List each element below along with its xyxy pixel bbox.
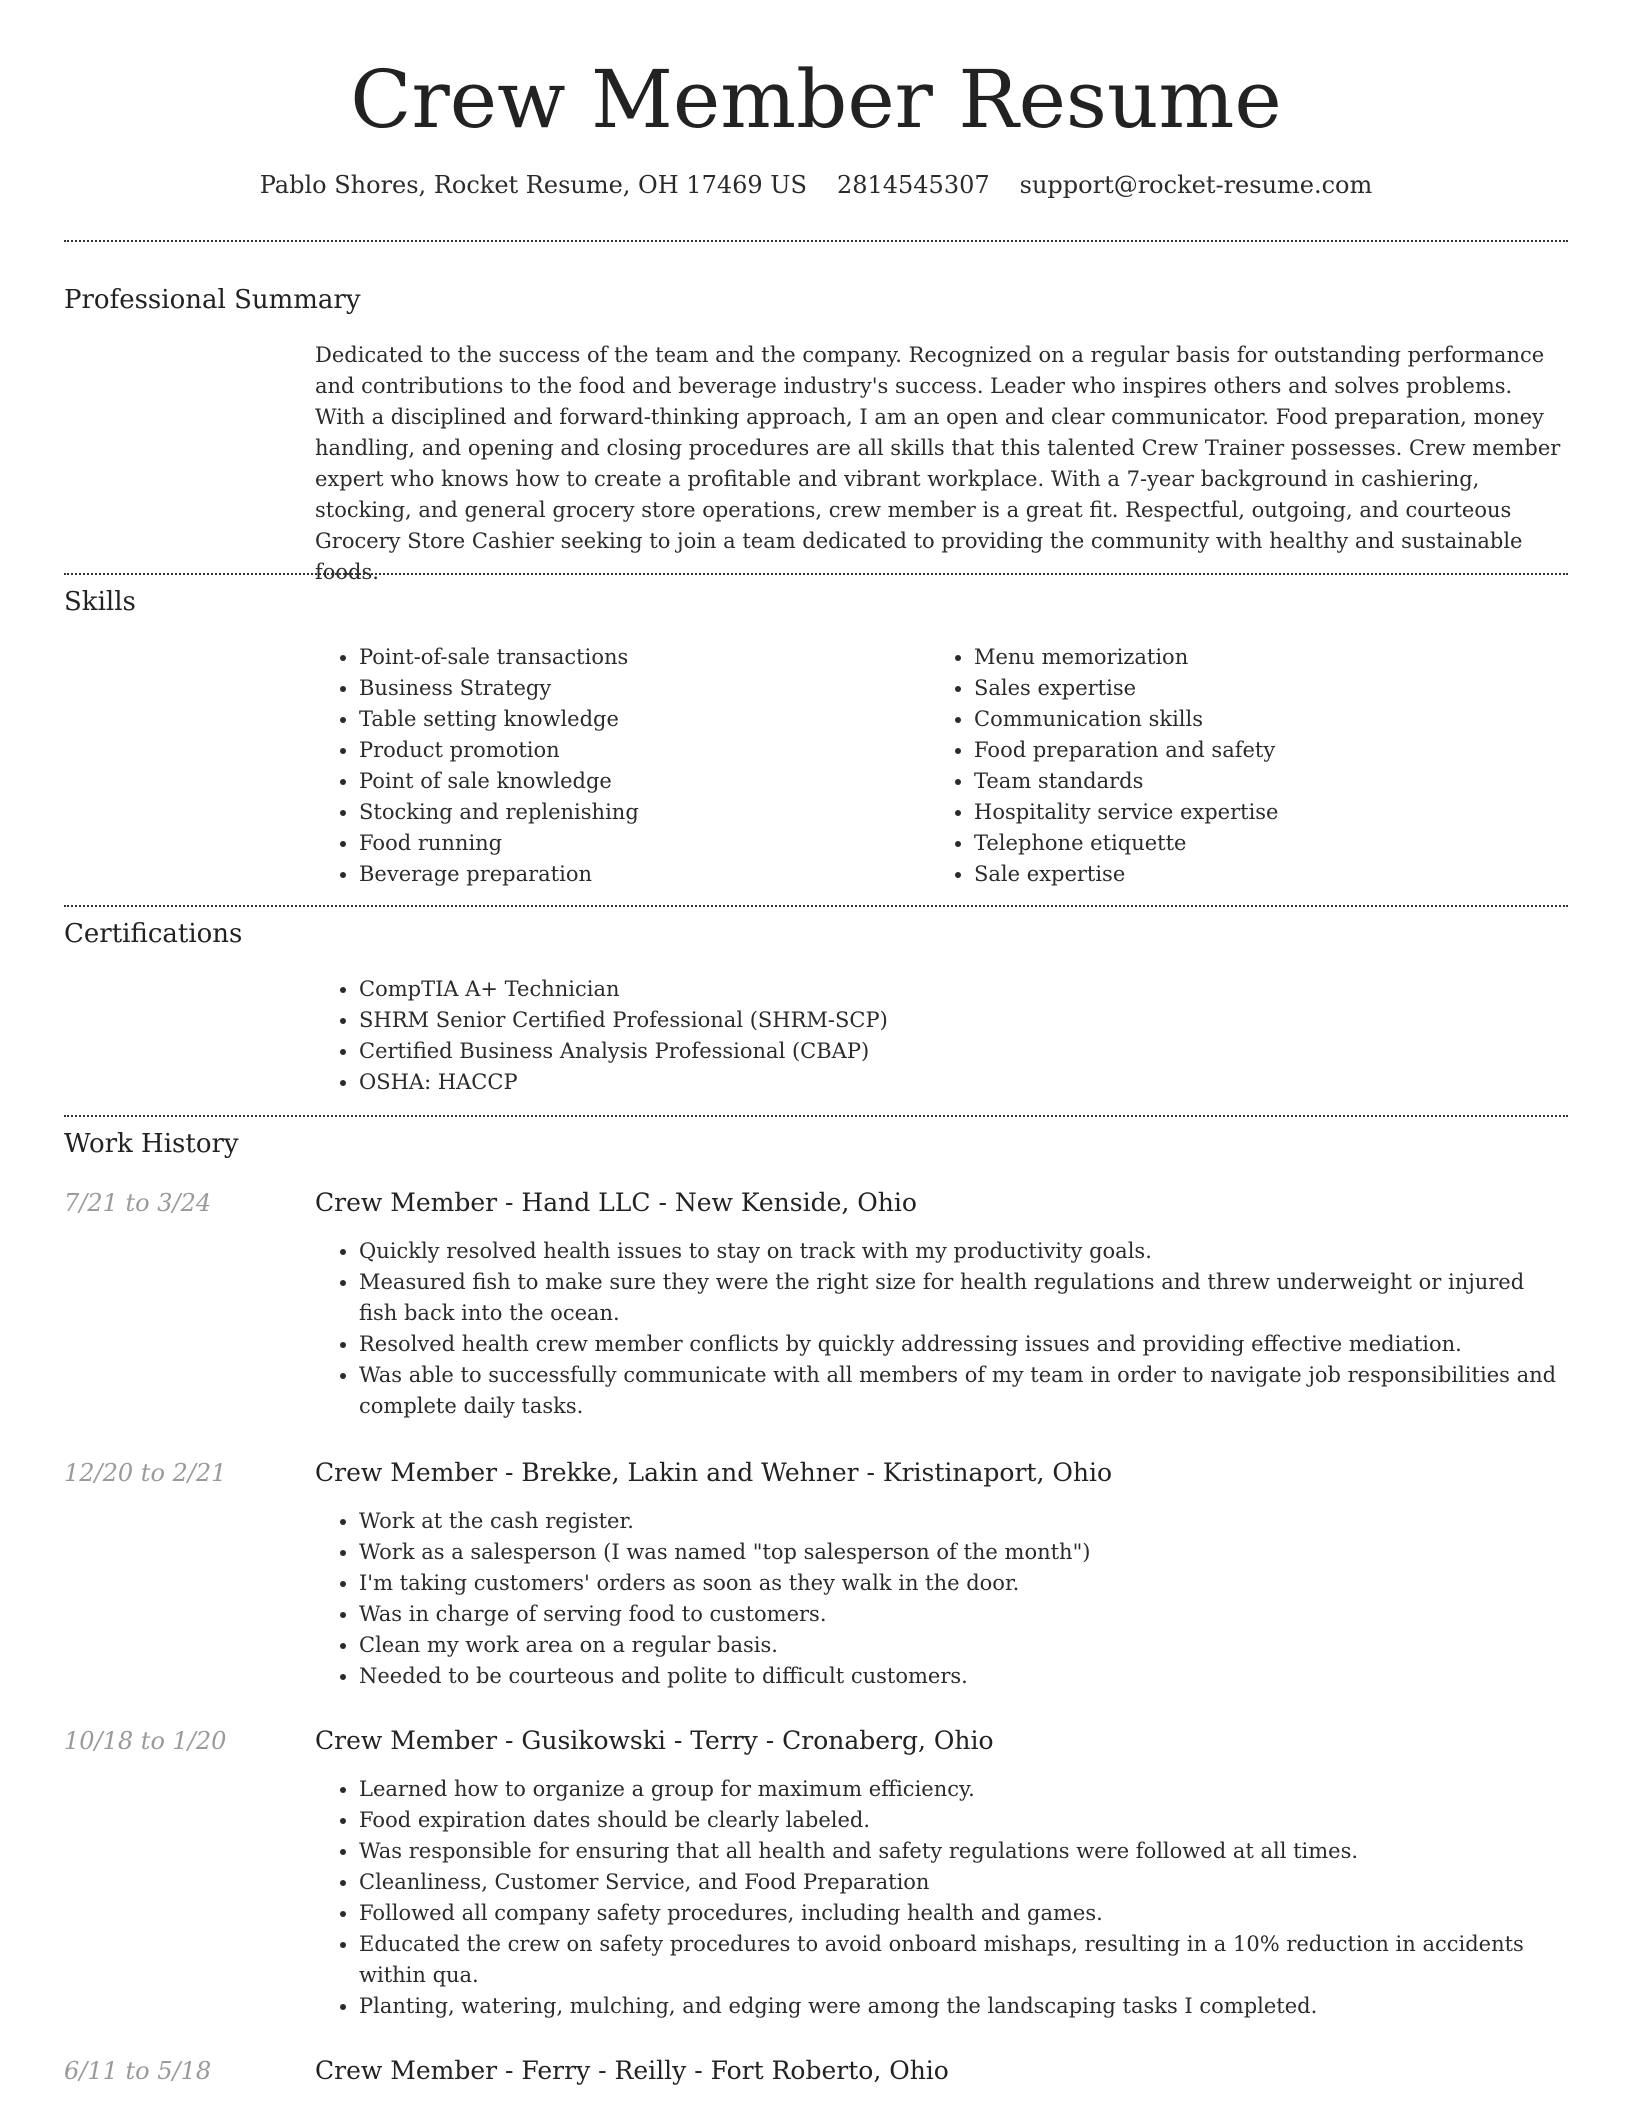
job-bullet: • Resolved health crew member conflicts by quickly addressing issues and providing effective mediation. xyxy=(359,1329,1568,1360)
job-bullets xyxy=(315,1506,1568,1692)
contact-line xyxy=(64,170,1568,200)
contact-email: support@rocket-resume.com xyxy=(1019,171,1373,199)
certification-item: • SHRM Senior Certified Professional (SHRM-SCP) xyxy=(359,1005,1559,1036)
job-dates: 12/20 to 2/21 xyxy=(64,1459,227,1487)
certifications-list xyxy=(315,974,1559,1098)
job-dates: 6/11 to 5/18 xyxy=(64,2057,212,2085)
skill-item: • Food running xyxy=(359,828,919,859)
skill-item: • Product promotion xyxy=(359,735,919,766)
job-bullet: • Clean my work area on a regular basis. xyxy=(359,1630,1568,1661)
job-title: Crew Member - Hand LLC - New Kenside, Ohio xyxy=(315,1188,917,1217)
job-bullet: • Was able to successfully communicate with all members of my team in order to navigate job responsibilities and complete daily tasks. xyxy=(359,1360,1568,1422)
job-dates: 10/18 to 1/20 xyxy=(64,1727,227,1755)
job-bullet: • Cleanliness, Customer Service, and Food Preparation xyxy=(359,1867,1568,1898)
skill-item: • Point of sale knowledge xyxy=(359,766,919,797)
job-bullet: • Work at the cash register. xyxy=(359,1506,1568,1537)
job-bullet: • I'm taking customers' orders as soon as they walk in the door. xyxy=(359,1568,1568,1599)
job-bullets xyxy=(315,1236,1568,1422)
skills-list-left xyxy=(315,642,919,890)
skills-list-right xyxy=(930,642,1574,890)
job-bullets xyxy=(315,1774,1568,2022)
certification-item: • Certified Business Analysis Professional (CBAP) xyxy=(359,1036,1559,1067)
section-heading-certifications: Certifications xyxy=(64,919,243,949)
divider xyxy=(64,905,1568,907)
job-bullet: • Followed all company safety procedures, including health and games. xyxy=(359,1898,1568,1929)
skill-item: • Communication skills xyxy=(974,704,1574,735)
section-heading-summary: Professional Summary xyxy=(64,285,361,315)
certification-item: • OSHA: HACCP xyxy=(359,1067,1559,1098)
job-bullet: • Food expiration dates should be clearly labeled. xyxy=(359,1805,1568,1836)
job-bullet: • Planting, watering, mulching, and edging were among the landscaping tasks I completed. xyxy=(359,1991,1568,2022)
skill-item: • Business Strategy xyxy=(359,673,919,704)
divider xyxy=(64,573,1568,575)
job-bullet: • Quickly resolved health issues to stay on track with my productivity goals. xyxy=(359,1236,1568,1267)
job-bullet: • Educated the crew on safety procedures to avoid onboard mishaps, resulting in a 10% reduction in accidents within qua. xyxy=(359,1929,1568,1991)
resume-title: Crew Member Resume xyxy=(350,53,1282,146)
job-bullet: • Was responsible for ensuring that all health and safety regulations were followed at all times. xyxy=(359,1836,1568,1867)
job-title: Crew Member - Ferry - Reilly - Fort Roberto, Ohio xyxy=(315,2056,949,2085)
job-bullet: • Measured fish to make sure they were the right size for health regulations and threw underweight or injured fish back into the ocean. xyxy=(359,1267,1568,1329)
divider xyxy=(64,240,1568,242)
job-bullet: • Learned how to organize a group for maximum efficiency. xyxy=(359,1774,1568,1805)
contact-address: Pablo Shores, Rocket Resume, OH 17469 US xyxy=(259,171,807,199)
skill-item: • Point-of-sale transactions xyxy=(359,642,919,673)
contact-phone: 2814545307 xyxy=(836,171,990,199)
job-title: Crew Member - Gusikowski - Terry - Cronaberg, Ohio xyxy=(315,1726,994,1755)
skill-item: • Sale expertise xyxy=(974,859,1574,890)
divider xyxy=(64,1115,1568,1117)
skill-item: • Food preparation and safety xyxy=(974,735,1574,766)
skill-item: • Table setting knowledge xyxy=(359,704,919,735)
certification-item: • CompTIA A+ Technician xyxy=(359,974,1559,1005)
skill-item: • Team standards xyxy=(974,766,1574,797)
section-heading-work-history: Work History xyxy=(64,1129,239,1159)
skill-item: • Beverage preparation xyxy=(359,859,919,890)
section-heading-skills: Skills xyxy=(64,587,136,617)
job-dates: 7/21 to 3/24 xyxy=(64,1189,212,1217)
skill-item: • Sales expertise xyxy=(974,673,1574,704)
skill-item: • Hospitality service expertise xyxy=(974,797,1574,828)
job-bullet: • Needed to be courteous and polite to difficult customers. xyxy=(359,1661,1568,1692)
skill-item: • Menu memorization xyxy=(974,642,1574,673)
job-bullet: • Work as a salesperson (I was named "top salesperson of the month") xyxy=(359,1537,1568,1568)
summary-text: Dedicated to the success of the team and the company. Recognized on a regular basis for outstanding performance and contributions to the food and beverage industry's success. Leader who inspires others and solves problems. With a disciplined and forward-thinking approach, I am an open and clear communicator. Food preparation, money handling, and opening and closing procedures are all skills that this talented Crew Trainer possesses. Crew member expert who knows how to create a profitable and vibrant workplace. With a 7-year background in cashiering, stocking, and general grocery store operations, crew member is a great fit. Respectful, outgoing, and courteous Grocery Store Cashier seeking to join a team dedicated to providing the community with healthy and sustainable foods. xyxy=(315,343,1561,584)
job-bullet: • Was in charge of serving food to customers. xyxy=(359,1599,1568,1630)
skill-item: • Telephone etiquette xyxy=(974,828,1574,859)
skill-item: • Stocking and replenishing xyxy=(359,797,919,828)
job-title: Crew Member - Brekke, Lakin and Wehner - Kristinaport, Ohio xyxy=(315,1458,1112,1487)
